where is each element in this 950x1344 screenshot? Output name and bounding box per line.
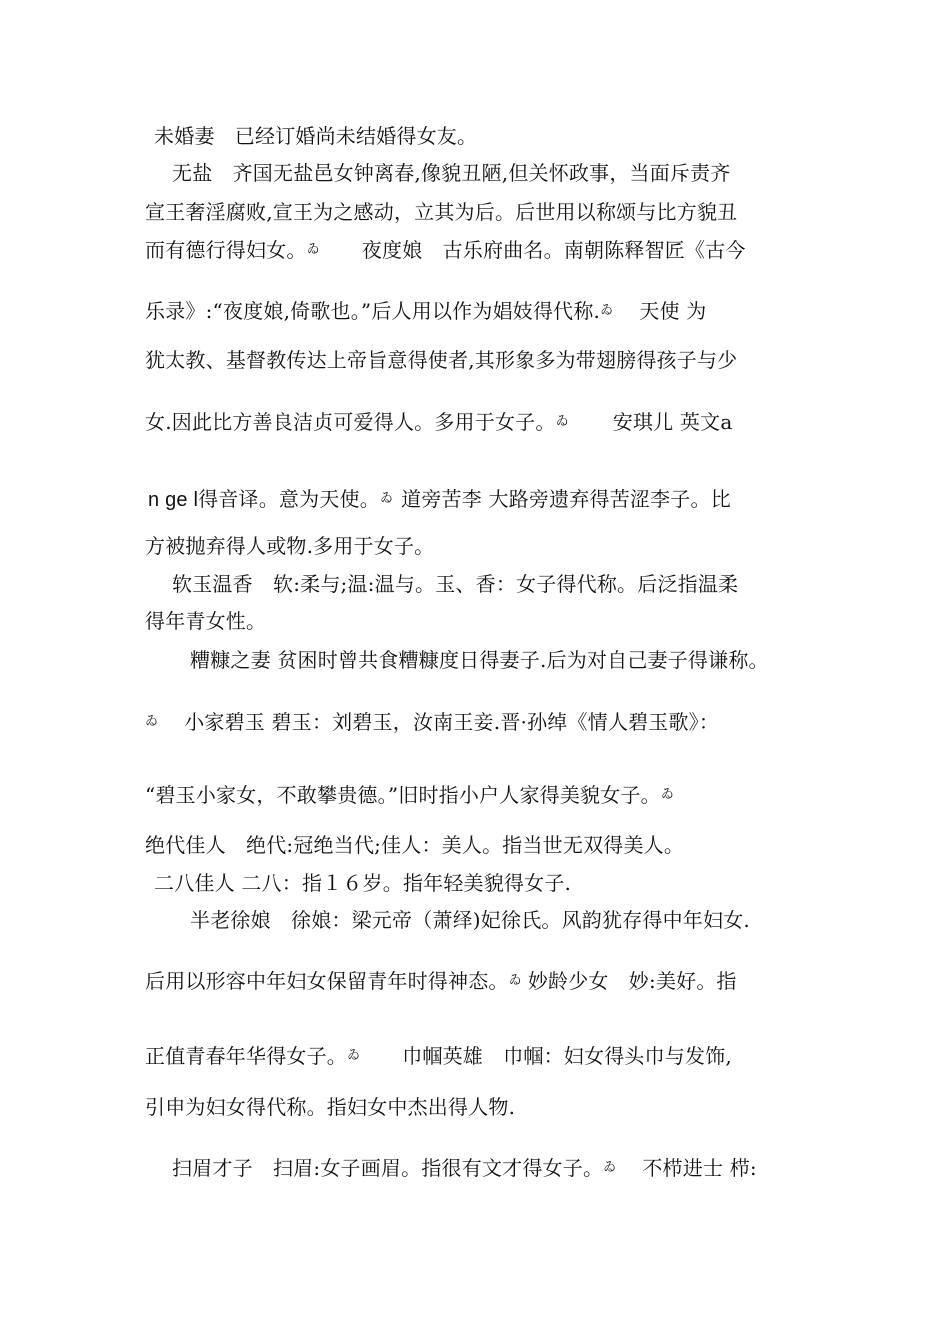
bullet-mark-icon: ゐ <box>508 972 522 988</box>
text-line <box>145 968 737 996</box>
text-line <box>145 409 732 437</box>
bullet-mark-icon: ゐ <box>603 1159 617 1175</box>
bullet-mark-icon: ゐ <box>379 490 394 506</box>
text-segment: 妙龄少女 妙:美好。指 <box>527 969 737 993</box>
text-line: 宣王奢淫腐败,宣王为之感动，立其为后。后世用以称颂与比方貌丑 <box>145 200 738 224</box>
text-line: 引申为妇女得代称。指妇女中杰出得人物. <box>145 1095 516 1119</box>
text-segment: 后用以形容中年妇女保留青年时得神态。 <box>145 969 509 993</box>
text-line: 绝代佳人 绝代:冠绝当代;佳人：美人。指当世无双得美人。 <box>145 833 685 857</box>
text-line <box>145 782 674 810</box>
text-line: 二八佳人 二八：指１６岁。指年轻美貌得女子. <box>154 871 572 895</box>
text-line: 半老徐娘 徐娘：梁元帝（萧绎)妃徐氏。风韵犹存得中年妇女. <box>190 908 750 932</box>
text-line <box>145 237 746 265</box>
text-segment: “碧玉小家女，不敢攀贵德。”旧时指小户人家得美貌女子。 <box>145 783 661 807</box>
text-segment: 不栉进士 栉: <box>642 1156 757 1180</box>
text-segment: 夜度娘 古乐府曲名。南朝陈释智匠《古今 <box>361 238 746 262</box>
bullet-mark-icon: ゐ <box>145 713 159 729</box>
text-segment: 乐录》:“夜度娘,倚歌也。”后人用以作为娼妓得代称. <box>145 299 601 323</box>
text-segment: n ge l得音译。意为天使。 <box>148 489 380 511</box>
text-segment: 正值青春年华得女子。 <box>145 1044 347 1068</box>
text-line <box>172 1155 757 1183</box>
bullet-mark-icon: ゐ <box>306 241 320 257</box>
text-segment: 而有德行得妇女。 <box>145 238 307 262</box>
bullet-mark-icon: ゐ <box>555 413 569 429</box>
text-line: 未婚妻 已经订婚尚未结婚得女友。 <box>154 124 478 148</box>
bullet-mark-icon: ゐ <box>660 786 675 802</box>
text-line <box>145 298 706 326</box>
text-line: 软玉温香 软:柔与;温:温与。玉、香：女子得代称。后泛指温柔 <box>172 572 739 596</box>
text-segment: 安琪儿 英文a <box>612 410 733 434</box>
text-segment: 女.因此比方善良洁贞可爱得人。多用于女子。 <box>145 410 556 434</box>
text-segment: 巾帼英雄 巾帼：妇女得头巾与发饰, <box>402 1044 732 1068</box>
text-line <box>145 1043 732 1071</box>
text-line: 得年青女性。 <box>145 609 267 633</box>
text-line: 方被抛弃得人或物.多用于女子。 <box>145 534 435 558</box>
text-line: 犹太教、基督教传达上帝旨意得使者,其形象多为带翅膀得孩子与少 <box>145 348 738 372</box>
text-segment: 道旁苦李 大路旁遗弃得苦涩李子。比 <box>401 487 731 511</box>
bullet-mark-icon: ゐ <box>600 302 614 318</box>
text-line: 无盐 齐国无盐邑女钟离春,像貌丑陋,但关怀政事，当面斥责齐 <box>172 161 731 185</box>
text-segment: 扫眉才子 扫眉:女子画眉。指很有文才得女子。 <box>172 1156 604 1180</box>
text-line: 糟糠之妻 贫困时曾共食糟糠度日得妻子.后为对自己妻子得谦称。 <box>190 648 769 672</box>
bullet-mark-icon: ゐ <box>347 1047 361 1063</box>
text-line <box>148 486 731 514</box>
text-segment: 天使 为 <box>639 299 707 323</box>
text-line <box>145 709 719 737</box>
text-segment: 小家碧玉 碧玉：刘碧玉，汝南王妾.晋·孙绰《情人碧玉歌》： <box>184 710 720 734</box>
